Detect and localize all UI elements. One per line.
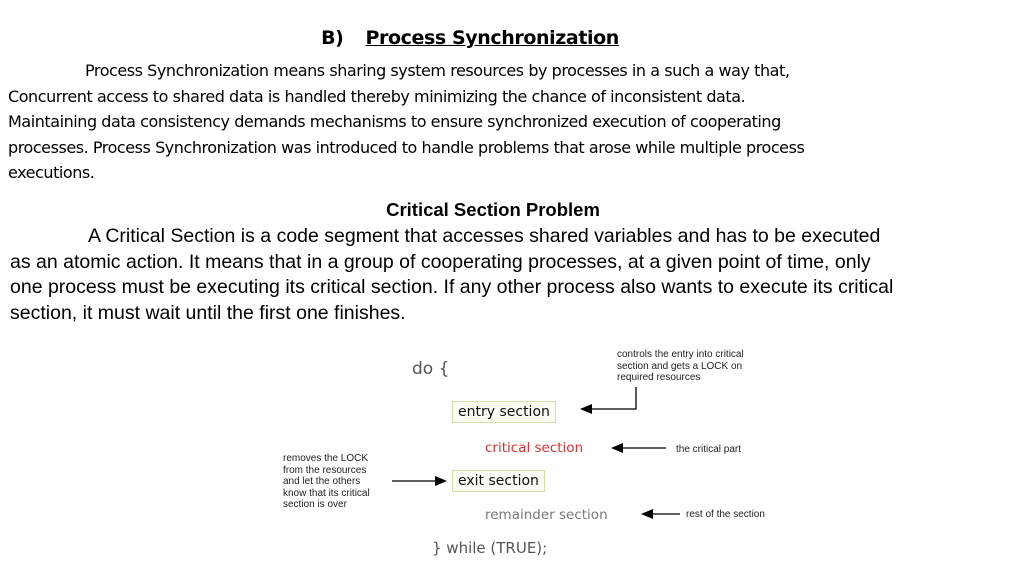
section-title: Process Synchronization: [365, 27, 619, 49]
intro-line: processes. Process Synchronization was introduced to handle problems that arose while multiple process: [8, 137, 805, 157]
exit-note-line: removes the LOCK: [283, 453, 369, 464]
exit-note-line: and let the others: [283, 476, 361, 487]
critical-section-title: Critical Section Problem: [386, 199, 600, 220]
section-number: B): [321, 27, 344, 49]
critical-section-label: critical section: [485, 440, 584, 456]
critical-line: section, it must wait until the first one finishes.: [10, 301, 406, 324]
remainder-section-label: remainder section: [485, 507, 608, 523]
intro-line: Concurrent access to shared data is handled thereby minimizing the chance of inconsistent data.: [8, 86, 746, 106]
entry-connector-line: [590, 387, 636, 409]
intro-paragraph: [8, 58, 1008, 186]
while-close-keyword: } while (TRUE);: [432, 539, 548, 557]
entry-note-line: required resources: [617, 372, 701, 383]
entry-arrowhead: [580, 404, 592, 414]
intro-line: executions.: [8, 163, 95, 182]
critical-note: the critical part: [676, 444, 742, 455]
exit-section-box: exit section: [452, 470, 545, 492]
remainder-note: rest of the section: [686, 509, 765, 520]
intro-line: Maintaining data consistency demands mechanisms to ensure synchronized execution of cooperating: [8, 112, 781, 131]
do-open-keyword: do {: [412, 359, 450, 379]
section-heading: [0, 27, 940, 49]
critical-section-diagram: [0, 340, 1024, 576]
exit-arrowhead: [435, 476, 447, 486]
critical-arrowhead: [611, 443, 623, 453]
critical-line: as an atomic action. It means that in a group of cooperating processes, at a given point of time, only: [10, 250, 871, 273]
critical-section-paragraph: [10, 224, 1010, 326]
exit-note-line: know that its critical: [283, 487, 370, 499]
entry-note-line: section and gets a LOCK on: [617, 360, 743, 372]
critical-line: A Critical Section is a code segment that accesses shared variables and has to be executed: [88, 225, 881, 247]
exit-note-line: from the resources: [283, 464, 367, 476]
remainder-arrowhead: [641, 509, 653, 519]
intro-line: Process Synchronization means sharing system resources by processes in a such a way that,: [85, 61, 790, 80]
entry-note: [617, 349, 744, 384]
entry-note-line: controls the entry into critical: [617, 349, 744, 360]
exit-note: [283, 453, 370, 511]
critical-line: one process must be executing its critical section. If any other process also wants to execute its critical: [10, 276, 894, 298]
exit-note-line: section is over: [283, 499, 347, 510]
entry-section-box: entry section: [452, 401, 556, 423]
